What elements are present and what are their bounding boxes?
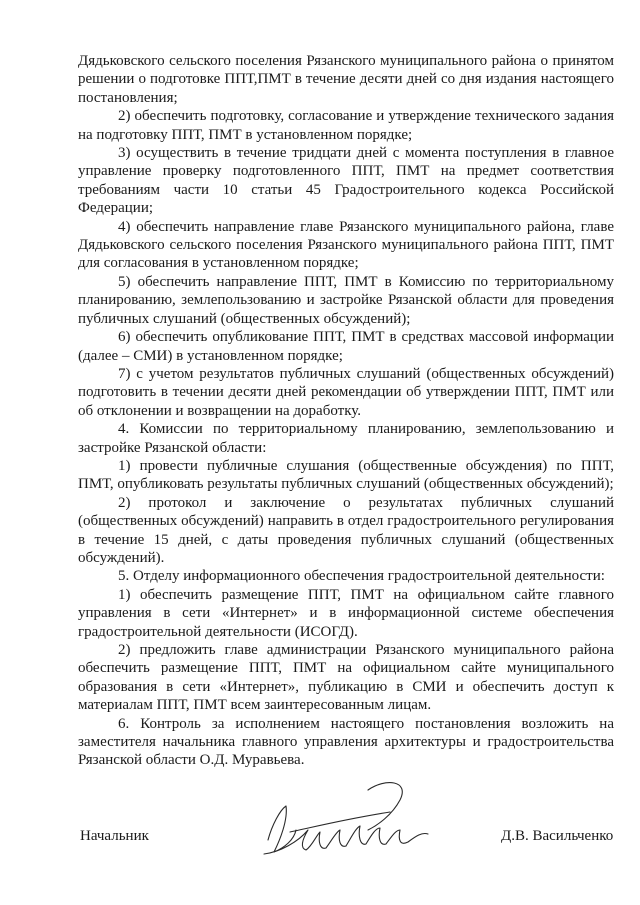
signer-title: Начальник <box>80 828 149 844</box>
section-5-heading: 5. Отделу информационного обеспечения градостроительной деятельности: <box>118 568 605 585</box>
section-5-item-2: 2) предложить главе администрации Рязанского муниципального района обеспечить размещение ППТ, ПМТ на официальном сайте муниципального образования в сети «Интернет», публикацию в СМИ и обеспечить доступ к материалам ППТ, ПМТ всем заинтересованным лицам. <box>78 642 614 714</box>
section-6-paragraph: 6. Контроль за исполнением настоящего постановления возложить на заместителя начальника главного управления архитектуры и градостроительства Рязанской области О.Д. Муравьева. <box>78 715 614 769</box>
paragraph-item-7: 7) с учетом результатов публичных слушаний (общественных обсуждений) подготовить в течении десяти дней рекомендации об утверждении ППТ, ПМТ или об отклонении и возвращении на доработку. <box>78 365 614 419</box>
paragraph-item-5: 5) обеспечить направление ППТ, ПМТ в Комиссию по территориальному планированию, землепользованию и застройке Рязанской области для проведения публичных слушаний (общественных обсуждений); <box>78 273 614 327</box>
paragraph-item-2: 2) обеспечить подготовку, согласование и утверждение технического задания на подготовку ППТ, ПМТ в установленном порядке; <box>78 108 614 143</box>
signer-name: Д.В. Васильченко <box>501 828 614 844</box>
section-5-item-1: 1) обеспечить размещение ППТ, ПМТ на официальном сайте главного управления в сети «Интернет» и в информационной системе обеспечения градостроительной деятельности (ИСОГД). <box>78 586 614 640</box>
paragraph-continuation: Дядьковского сельского поселения Рязанского муниципального района о принятом решении о подготовке ППТ,ПМТ в течение десяти дней со дня издания настоящего постановления; <box>78 53 614 106</box>
paragraph-item-6: 6) обеспечить опубликование ППТ, ПМТ в средствах массовой информации (далее – СМИ) в установленном порядке; <box>78 329 614 364</box>
section-4-item-1: 1) провести публичные слушания (общественные обсуждения) по ППТ, ПМТ, опубликовать результаты публичных слушаний (общественных обсуждений); <box>78 457 614 493</box>
section-4-heading: 4. Комиссии по территориальному планированию, землепользованию и застройке Рязанской области: <box>78 421 614 456</box>
section-4-item-2: 2) протокол и заключение о результатах публичных слушаний (общественных обсуждений) направить в отдел градостроительного регулирования в течение 15 дней, с даты проведения публичных слушаний (общественных обсуждений). <box>78 494 614 566</box>
paragraph-item-4: 4) обеспечить направление главе Рязанского муниципального района, главе Дядьковского сельского поселения Рязанского муниципального района ППТ, ПМТ для согласования в установленном порядке; <box>78 218 614 272</box>
document-body <box>78 52 614 770</box>
paragraph-item-3: 3) осуществить в течение тридцати дней с момента поступления в главное управление проверку подготовленного ППТ, ПМТ на предмет соответствия требованиям части 10 статьи 45 Градостроительного кодекса Российской Федерации; <box>78 145 614 217</box>
handwritten-signature <box>250 770 450 880</box>
